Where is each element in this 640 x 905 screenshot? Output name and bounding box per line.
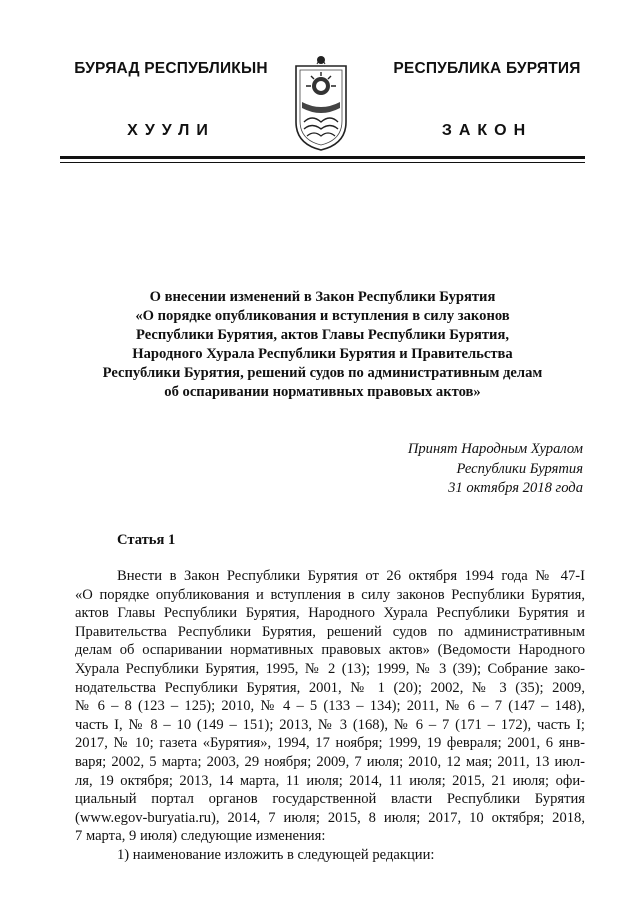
header-left-law: ХУУЛИ: [127, 122, 215, 139]
article-body: [75, 567, 585, 865]
title-line: Народного Хурала Республики Бурятия и Правительства: [132, 346, 513, 362]
title-line: Республики Бурятия, актов Главы Республики Бурятия,: [136, 327, 509, 343]
header-left: [62, 60, 280, 140]
header-rule-thick: [60, 156, 585, 159]
adoption-line: Принят Народным Хуралом: [407, 441, 583, 457]
header-left-republic: БУРЯАД РЕСПУБЛИКЫН: [74, 60, 268, 77]
title-line: об оспаривании нормативных правовых актов»: [164, 384, 481, 400]
law-title: [60, 288, 585, 402]
header-right-law: ЗАКОН: [441, 122, 533, 139]
body-line: № 6 – 8 (123 – 125); 2010, № 4 – 5 (133 – 134); 2011, № 6 – 7 (147 – 148),: [75, 698, 585, 715]
body-line: 7 марта, 9 июля) следующие изменения:: [75, 828, 326, 845]
body-line: делам об оспаривании нормативных правовых актов» (Ведомости Народного: [75, 642, 585, 659]
title-line: «О порядке опубликования и вступления в силу законов: [135, 308, 510, 324]
body-line: нодательства Республики Бурятия, 2001, № 1 (20); 2002, № 3 (35); 2009,: [75, 679, 585, 696]
body-line: Правительства Республики Бурятия, решений судов по административным: [75, 623, 585, 640]
title-line: О внесении изменений в Закон Республики Бурятия: [149, 289, 496, 305]
header-rule-thin: [60, 162, 585, 163]
body-line: 2017, № 10; газета «Бурятия», 1994, 17 ноября; 1999, 19 февраля; 2001, 6 янв-: [75, 735, 585, 752]
body-line: циальный портал органов государственной власти Республики Бурятия: [75, 791, 585, 808]
body-line: Хурала Республики Бурятия, 1995, № 2 (13); 1999, № 3 (39); Собрание зако-: [75, 660, 585, 677]
adoption-line: Республики Бурятия: [456, 460, 583, 477]
body-line: ля, 19 октября; 2013, 14 марта, 11 июля; 2014, 11 июля; 2015, 21 июля; офи-: [75, 772, 585, 789]
adoption-date: 31 октября 2018 года: [448, 480, 583, 496]
coat-of-arms-icon: [292, 52, 350, 152]
body-line: актов Главы Республики Бурятия, Народного Хурала Республики Бурятия и: [75, 605, 585, 622]
body-line: Внести в Закон Республики Бурятия от 26 октября 1994 года № 47-I: [117, 568, 585, 584]
title-line: Республики Бурятия, решений судов по административным делам: [102, 365, 543, 381]
adoption-note: [408, 440, 583, 499]
body-line: варя; 2002, 5 марта; 2003, 29 ноября; 2009, 7 июля; 2010, 12 мая; 2011, 13 июл-: [75, 753, 585, 770]
body-line: «О порядке опубликования и вступления в силу законов Республики Бурятия,: [75, 586, 585, 603]
body-line: (www.egov-buryatia.ru), 2014, 7 июля; 2015, 8 июля; 2017, 10 октября; 2018,: [75, 809, 585, 826]
header-right: [388, 60, 586, 140]
header-right-republic: РЕСПУБЛИКА БУРЯТИЯ: [393, 60, 581, 77]
amendment-item-1: 1) наименование изложить в следующей редакции:: [117, 846, 435, 863]
body-line: часть I, № 8 – 10 (149 – 151); 2013, № 3 (168), № 6 – 7 (171 – 172), часть I;: [75, 716, 585, 733]
article-heading: Статья 1: [117, 532, 176, 548]
